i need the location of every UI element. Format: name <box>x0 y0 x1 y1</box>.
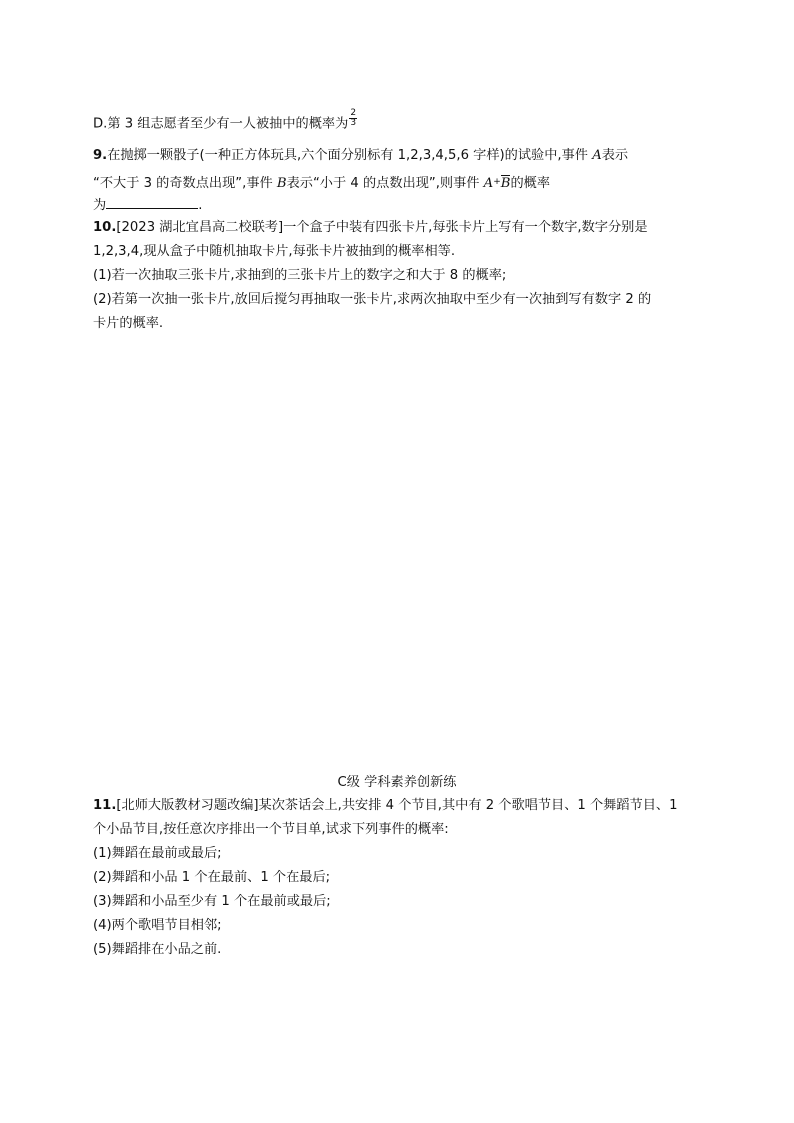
event-a: A <box>592 148 602 163</box>
event-b-complement: B <box>501 174 511 194</box>
option-d <box>93 108 357 135</box>
question-10-sub-2 <box>93 290 651 310</box>
fraction-numerator: 2 <box>350 108 357 118</box>
sub-question-text: (2)若第一次抽一张卡片,放回后搅匀再抽取一张卡片,求两次抽取中至少有一次抽到写有数字 2 的 <box>93 292 652 307</box>
event-b: B <box>276 176 287 191</box>
question-10-text-2: 1,2,3,4,现从盒子中随机抽取卡片,每张卡片被抽到的概率相等. <box>93 244 456 259</box>
question-9-text-end: 表示 <box>601 148 629 163</box>
question-number: 11. <box>93 798 117 813</box>
question-11-sub-1 <box>93 844 222 864</box>
sub-question-text: (2)舞蹈和小品 1 个在最前、1 个在最后; <box>93 870 331 885</box>
event-b-definition: 表示“小于 4 的点数出现”,则事件 <box>286 176 484 191</box>
question-11-sub-4 <box>93 916 222 936</box>
question-10-sub-2-cont <box>93 314 163 334</box>
sub-question-text: (1)若一次抽取三张卡片,求抽到的三张卡片上的数字之和大于 8 的概率; <box>93 268 507 283</box>
question-9-line-2 <box>93 172 550 194</box>
option-d-text: D.第 3 组志愿者至少有一人被抽中的概率为 <box>93 116 349 132</box>
question-9-line-2-end: 的概率 <box>510 176 551 191</box>
sub-question-text: 卡片的概率. <box>93 316 164 331</box>
question-9-answer-prefix: 为 <box>93 198 107 213</box>
answer-blank[interactable] <box>106 194 198 209</box>
sub-question-text: (3)舞蹈和小品至少有 1 个在最前或最后; <box>93 894 331 909</box>
question-11-line-1 <box>93 796 678 816</box>
sub-question-text: (1)舞蹈在最前或最后; <box>93 846 222 861</box>
question-11-text-2: 个小品节目,按任意次序排出一个节目单,试求下列事件的概率: <box>93 822 449 837</box>
question-9-line-1 <box>93 146 628 166</box>
sub-question-text: (5)舞蹈排在小品之前. <box>93 942 222 957</box>
fraction <box>349 109 357 128</box>
question-11-text: [北师大版教材习题改编]某次茶话会上,共安排 4 个节目,其中有 2 个歌唱节目、1 个舞蹈节目、1 <box>116 798 678 813</box>
section-c-title: C级 学科素养创新练 <box>337 775 457 790</box>
plus-sign: + <box>493 177 501 187</box>
question-11-line-2 <box>93 820 449 840</box>
question-10-line-1 <box>93 218 648 238</box>
question-9-text: 在抛掷一颗骰子(一种正方体玩具,六个面分别标有 1,2,3,4,5,6 字样)的试验中,事件 <box>107 148 593 163</box>
question-11-sub-2 <box>93 868 330 888</box>
question-10-line-2 <box>93 242 455 262</box>
fraction-denominator: 3 <box>350 118 357 128</box>
question-11-sub-3 <box>93 892 331 912</box>
question-number: 10. <box>93 220 117 235</box>
event-a-2: A <box>483 176 494 191</box>
event-a-definition: “不大于 3 的奇数点出现”,事件 <box>93 176 277 191</box>
sub-question-text: (4)两个歌唱节目相邻; <box>93 918 222 933</box>
question-9-line-3: 为 . <box>93 194 202 216</box>
question-10-text: [2023 湖北宜昌高二校联考]一个盒子中装有四张卡片,每张卡片上写有一个数字,数字分别是 <box>116 220 648 235</box>
question-11-sub-5 <box>93 940 221 960</box>
question-number: 9. <box>93 148 108 163</box>
question-10-sub-1 <box>93 266 506 286</box>
